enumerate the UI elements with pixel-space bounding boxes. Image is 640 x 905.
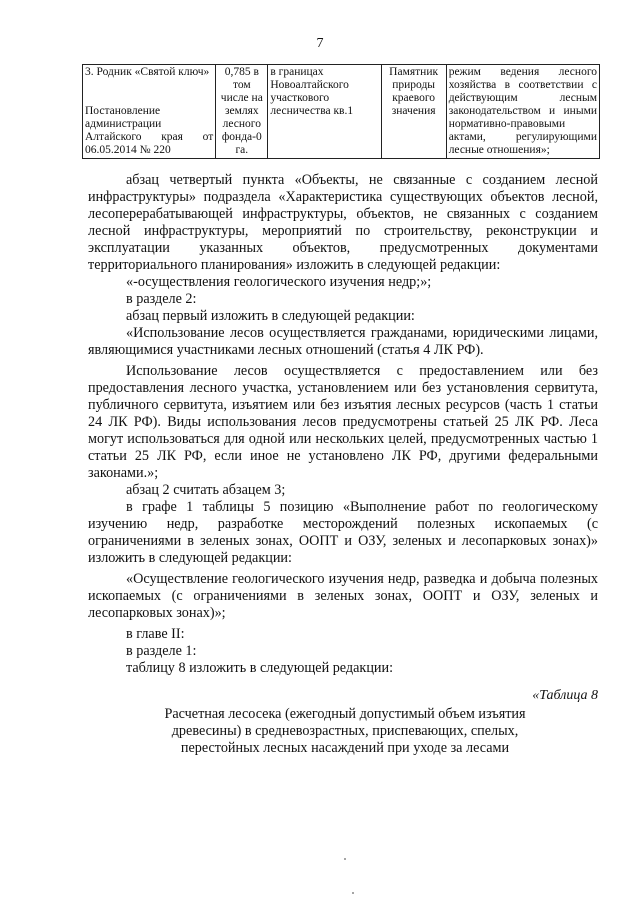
object-name: 3. Родник «Святой ключ» [85, 66, 210, 78]
table-reference: «Таблица 8 [532, 688, 598, 703]
paragraph-5: «Использование лесов осуществляется гражданами, юридическими лицами, являющимися участниками лесных отношений (статья 4 ЛК РФ). [88, 325, 598, 358]
table-cell-category: Памятник природы краевого значения [381, 65, 446, 159]
paragraph-9: «Осуществление геологического изучения недр, разведка и добыча полезных ископаемых (с ограничениями в зеленых зонах, ООПТ и ОЗУ, зеленых и лесопарковых зонах)»; [88, 571, 598, 621]
paragraph-10: в главе II: [126, 626, 185, 642]
table-title: Расчетная лесосека (ежегодный допустимый объем изъятия древесины) в средневозрастных, приспевающих, спелых, перестойных лесных насаждений при уходе за лесами [164, 706, 526, 756]
paragraph-12: таблицу 8 изложить в следующей редакции: [126, 660, 394, 676]
table-cell-name [83, 65, 216, 159]
paragraph-1: абзац четвертый пункта «Объекты, не связанные с созданием лесной инфраструктуры» подраздела «Характеристика существующих объектов лесной, лесоперерабатывающей инфраструктуры, объектов, не связанных с созданием лесной инфраструктуры, мероприятий по строительству, реконструкции и эксплуатации указанных объектов, предусмотренных документами территориального планирования» изложить в следующей редакции: [88, 172, 598, 273]
paragraph-4: абзац первый изложить в следующей редакции: [126, 308, 415, 324]
protected-areas-table [82, 64, 600, 159]
paragraph-3: в разделе 2: [126, 291, 197, 307]
paragraph-6: Использование лесов осуществляется с предоставлением или без предоставления лесного участка, установлением или без установления сервитута, публичного сервитута, изъятием или без изъятия лесных ресурсов (часть 1 статьи 24 ЛК РФ). Виды использования лесов предусмотрены статьей 25 ЛК РФ. Леса могут использоваться для одной или нескольких целей, предусмотренных частью 1 статьи 25 ЛК РФ, если иное не установлено ЛК РФ, другими федеральными законами.»; [88, 363, 598, 481]
table-cell-area: 0,785 в том числе на землях лесного фонда-0 га. [216, 65, 268, 159]
object-document: Постановление администрации Алтайского края от 06.05.2014 № 220 [85, 105, 214, 156]
scan-speck [352, 892, 354, 894]
scan-speck [344, 858, 346, 860]
paragraph-7: абзац 2 считать абзацем 3; [126, 482, 286, 498]
document-body [88, 172, 598, 677]
page-number: 7 [316, 36, 324, 51]
paragraph-2: «-осуществления геологического изучения недр;»; [126, 274, 432, 290]
table-cell-regime: режим ведения лесного хозяйства в соответствии с действующим лесным законодательством и иными нормативно-правовыми актами, регулирующими лесные отношения»; [446, 65, 599, 159]
table-row [83, 65, 600, 159]
paragraph-8: в графе 1 таблицы 5 позицию «Выполнение работ по геологическому изучению недр, разработке месторождений полезных ископаемых (с ограничениями в зеленых зонах, ООПТ и ОЗУ, зеленых и лесопарковых зонах)» изложить в следующей редакции: [88, 499, 598, 566]
paragraph-11: в разделе 1: [126, 643, 197, 659]
table-cell-location: в границах Новоалтайского участкового лесничества кв.1 [268, 65, 381, 159]
